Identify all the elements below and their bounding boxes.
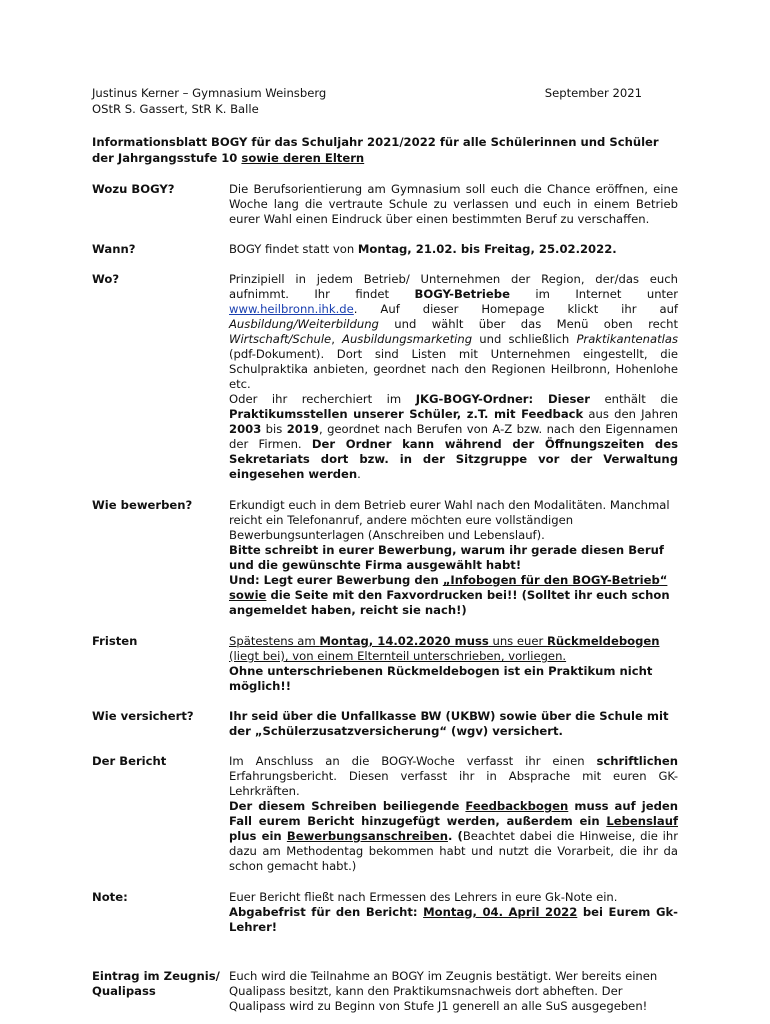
school-name: Justinus Kerner – Gymnasium Weinsberg (92, 86, 327, 100)
section-fristen (92, 634, 678, 694)
ihk-link[interactable]: www.heilbronn.ihk.de (229, 302, 354, 316)
section-text: BOGY findet statt von Montag, 21.02. bis Freitag, 25.02.2022. (229, 242, 617, 256)
section-text: Erkundigt euch in dem Betrieb eurer Wahl nach den Modalitäten. Manchmal reicht ein Telefonanruf, andere möchten eure vollständigen Bewerbungsunterlagen (Anschreiben und Lebenslauf). Bitte schreibt in eurer Bewerbung, warum ihr gerade diesen Beruf und die gewünschte Firma ausgewählt habt! Und: Legt eurer Bewerbung den „Infobogen für den BOGY-Betrieb“ sowie die Seite mit den Faxvordrucken bei!! (Solltet ihr euch schon angemeldet haben, reicht sie nach!) (229, 498, 670, 617)
section-text: Spätestens am Montag, 14.02.2020 muss uns euer Rückmeldebogen (liegt bei), von einem Elternteil unterschrieben, vorliegen. Ohne unterschriebenen Rückmeldebogen ist ein Praktikum nicht möglich!! (229, 634, 660, 693)
section-wo (92, 272, 678, 482)
section-label: Note: (92, 890, 128, 904)
section-text: Im Anschluss an die BOGY-Woche verfasst ihr einen schriftlichen Erfahrungsbericht. Diesen verfasst ihr in Absprache mit euren GK-Lehrkräften. Der diesem Schreiben beiliegende Feedbackbogen muss auf jeden Fall eurem Bericht hinzugefügt werden, außerdem ein Lebenslauf plus ein Bewerbungsanschreiben. (Beachtet dabei die Hinweise, die ihr dazu am Methodentag bekommen habt und nutzt die Vorarbeit, die ihr da schon gemacht habt.) (229, 754, 678, 873)
section-bewerben (92, 498, 678, 618)
section-wozu (92, 182, 678, 227)
section-versichert (92, 709, 678, 739)
section-label: Wie versichert? (92, 709, 194, 723)
section-label: Eintrag im Zeugnis/ Qualipass (92, 969, 220, 998)
letter-header (92, 86, 678, 117)
section-text: Ihr seid über die Unfallkasse BW (UKBW) sowie über die Schule mit der „Schülerzusatzversicherung“ (wgv) versichert. (229, 709, 669, 738)
section-bericht (92, 754, 678, 874)
section-text: Prinzipiell in jedem Betrieb/ Unternehmen der Region, der/das euch aufnimmt. Ihr findet BOGY-Betriebe im Internet unter www.heilbronn.ihk.de. Auf dieser Homepage klickt ihr auf Ausbildung/Weiterbildung und wählt über das Menü oben recht Wirtschaft/Schule, Ausbildungsmarketing und schließlich Praktikantenatlas (pdf-Dokument). Dort sind Listen mit Unternehmen eingestellt, die Schulpraktika anbieten, geordnet nach den Regionen Heilbronn, Hohenlohe etc. Oder ihr recherchiert im JKG-BOGY-Ordner: Dieser enthält die Praktikumsstellen unserer Schüler, z.T. mit Feedback aus den Jahren 2003 bis 2019, geordnet nach Berufen von A-Z bzw. nach den Eigennamen der Firmen. Der Ordner kann während der Öffnungszeiten des Sekretariats dort bzw. in der Sitzgruppe vor der Verwaltung eingesehen werden. (229, 272, 678, 481)
teacher-names: OStR S. Gassert, StR K. Balle (92, 101, 259, 116)
section-text: Euer Bericht fließt nach Ermessen des Lehrers in eure Gk-Note ein. Abgabefrist für den Bericht: Montag, 04. April 2022 bei Eurem Gk-Lehrer! (229, 890, 678, 934)
section-label: Der Bericht (92, 754, 167, 768)
document-page (92, 86, 678, 1014)
section-label: Wozu BOGY? (92, 182, 175, 196)
section-label: Wie bewerben? (92, 498, 193, 512)
page-title: Informationsblatt BOGY für das Schuljahr 2021/2022 für alle Schülerinnen und Schüler der Jahrgangsstufe 10 sowie deren Eltern (92, 135, 659, 165)
section-label: Wo? (92, 272, 120, 286)
section-wann (92, 242, 678, 257)
section-label: Fristen (92, 634, 138, 648)
section-zeugnis (92, 969, 678, 1014)
section-text: Euch wird die Teilnahme an BOGY im Zeugnis bestätigt. Wer bereits einen Qualipass besitzt, kann den Praktikumsnachweis dort abheften. Der Qualipass wird zu Beginn von Stufe J1 generell an alle SuS ausgegeben! (229, 969, 658, 1013)
section-note (92, 890, 678, 935)
letter-date: September 2021 (544, 86, 642, 100)
section-text: Die Berufsorientierung am Gymnasium soll euch die Chance eröffnen, eine Woche lang die vertraute Schule zu verlassen und euch in einem Betrieb eurer Wahl einen Eindruck über einen bestimmten Beruf zu verschaffen. (229, 182, 678, 226)
title-underlined: sowie deren Eltern (241, 150, 365, 165)
section-label: Wann? (92, 242, 136, 256)
